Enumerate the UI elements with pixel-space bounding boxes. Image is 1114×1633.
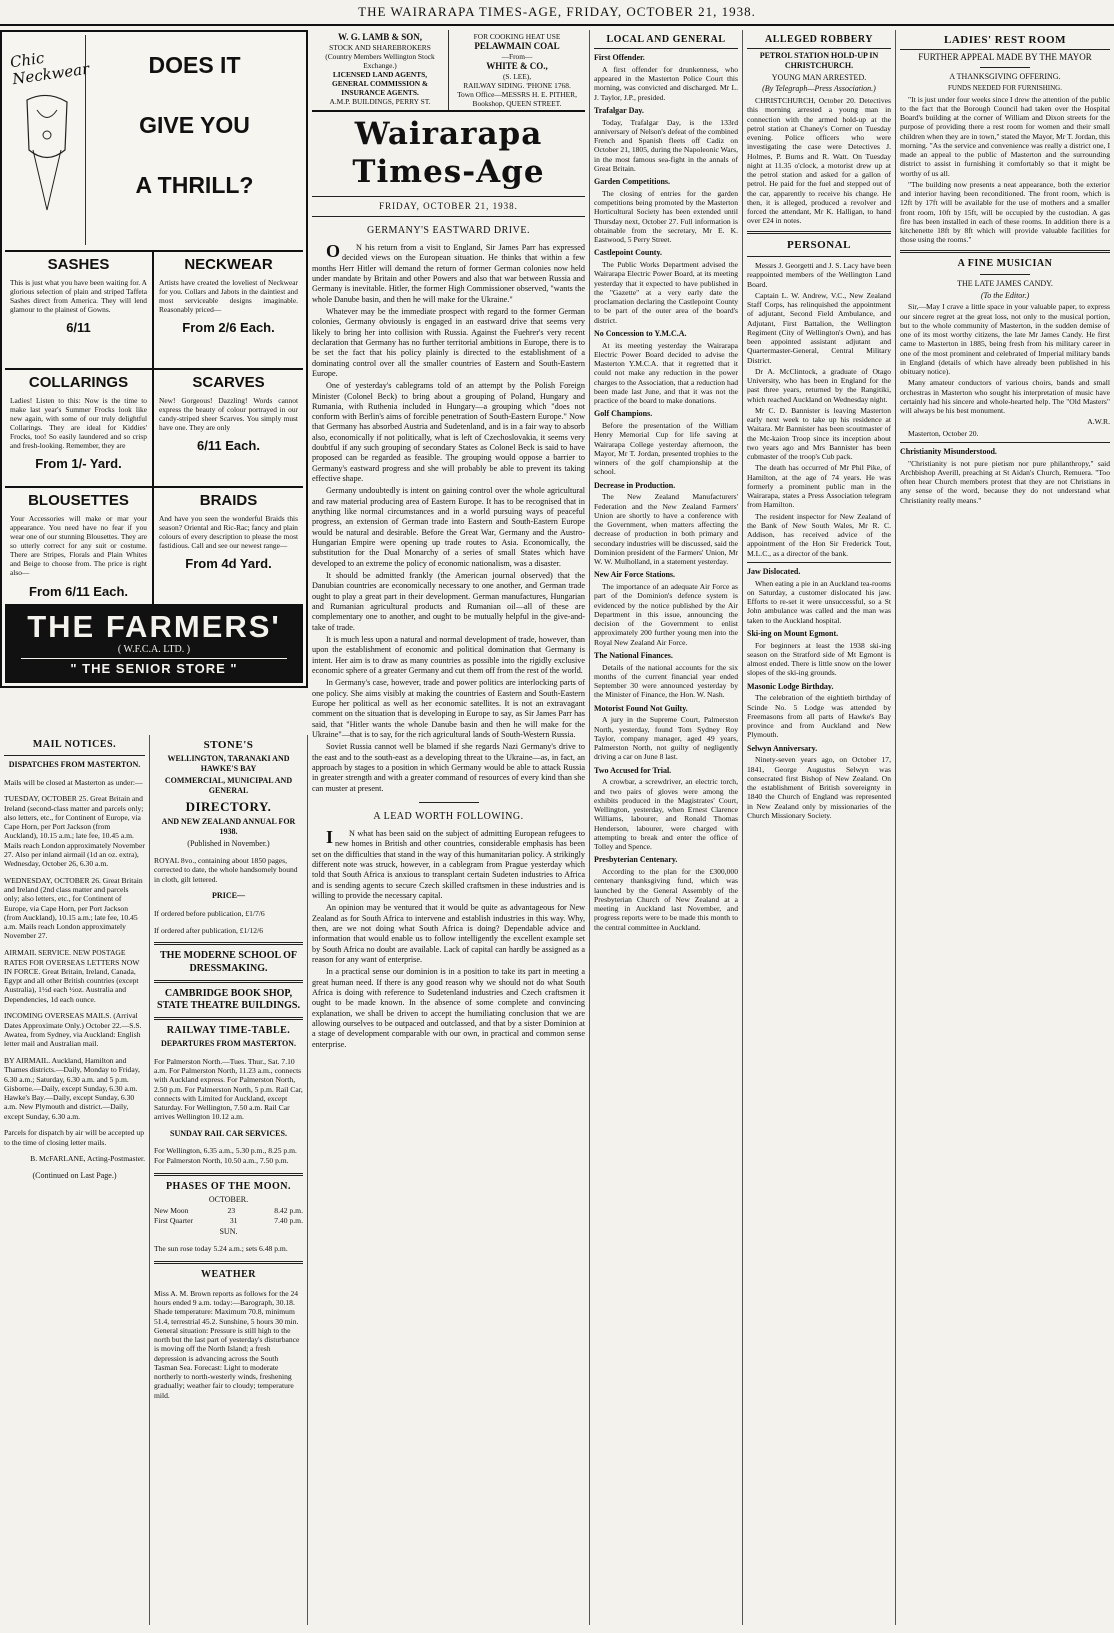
mail-paragraph: TUESDAY, OCTOBER 25. Great Britain and Ireland (second-class matter and parcels only; also letters, etc., for Continent of Europe, via Cape Horn, per Port Jackson (from Auckland), 10.15 a.m.; late fee, 10.45 a.m. Mails reach London approximately November 27. Also per inland airmail (1d an oz. extra), Wednesday, October 26, 6.30 a.m.	[4, 794, 145, 869]
mail-notices-column	[0, 735, 150, 1625]
stones-subtitle: COMMERCIAL, MUNICIPAL AND GENERAL	[164, 775, 293, 795]
editorial-paragraph: An opinion may be ventured that it would be quite as advantageous for New Zealand as for South Africa to intervene and establish industries in this way. Why, then, are we not doing what South Africa is doing? Dependable advice and information that would enable us to follow intelligently the excellent example set by South Africa no doubt are available. Lack of capital can hardly be assigned as a reason for any want of enterprise.	[312, 903, 585, 965]
railway-sunday-body: For Wellington, 6.35 a.m., 5.30 p.m., 8.25 p.m. For Palmerston North, 10.50 a.m., 7.50 p.m.	[154, 1146, 297, 1165]
coal-line: (S. LEE),	[502, 72, 532, 81]
stones-directory: DIRECTORY.	[185, 799, 272, 815]
news-item-heading: Castlepoint County.	[594, 248, 663, 258]
ad-cell-title: NECKWEAR	[184, 256, 273, 273]
editorial-paragraph: ON his return from a visit to England, Sir James Parr has expressed decided views on the European situation. He thinks that within a few months Herr Hitler will demand the return of former German colonies now held under mandate by Britain and other Powers and also that war between Russia and Germany is inevitable. Hitler, the former High Commissioner observed, "wants the whole Danube basin, and then he will make for the Ukraine."	[312, 240, 585, 304]
lamb-line: STOCK AND SHAREBROKERS	[329, 42, 431, 52]
news-item-heading: Ski-ing on Mount Egmont.	[747, 628, 839, 638]
news-item-text: Before the presentation of the William Henry Memorial Cup for life saving at Wairarapa College yesterday afternoon, the Mayor, Mr T. Jordan, presented trophies to the winners of the golf championship at the school.	[594, 421, 738, 477]
personal-paragraph: The death has occurred of Mr Phil Pike, of Hamilton, at the age of 74 years. He was formerly a prominent public man in the Wairarapa, states a Press Association telegram from Hamilton.	[747, 463, 891, 510]
musician-paragraph: Many amateur conductors of various choirs, bands and small orchestras in Masterton who sought his interpretation of music have certainly had his sincere and whole-hearted help. The "Old Masters" will always be his best monument.	[900, 378, 1110, 416]
directory-column	[150, 735, 308, 1625]
mail-paragraph: INCOMING OVERSEAS MAILS. (Arrival Dates Approximate Only.) October 22.—S.S. Awatea, from Sydney, via Auckland: English letter mail and Australian mail.	[4, 1011, 142, 1049]
news-item-heading: Jaw Dislocated.	[747, 566, 801, 576]
moon-time: 7.40 p.m.	[274, 1215, 303, 1225]
sun-line: The sun rose today 5.24 a.m.; sets 6.48 p.m.	[154, 1244, 288, 1254]
robbery-title: ALLEGED ROBBERY	[747, 34, 891, 49]
news-item-heading: Decrease in Production.	[594, 480, 676, 490]
musician-to-editor: (To the Editor.)	[980, 290, 1030, 300]
chic-neckwear-logo: Chic Neckwear	[8, 48, 91, 89]
sun-heading: SUN.	[219, 1226, 238, 1236]
railway-subtitle: DEPARTURES FROM MASTERTON.	[161, 1039, 296, 1049]
robbery-byline: (By Telegraph—Press Association.)	[762, 84, 876, 94]
news-item-text: According to the plan for the £300,000 centenary thanksgiving fund, which was launched by the General Assembly of the Presbyterian Church of New Zealand at a meeting in Auckland last November, and progress reports were to be made this month to the central committee in Auckland.	[594, 867, 738, 932]
mail-paragraph: BY AIRMAIL. Auckland, Hamilton and Thames districts.—Daily, Monday to Friday, 6.30 a.m.; Saturday, 6.30 a.m. and 5 p.m. Gisborne.—Daily, except Sunday, 6.30 a.m. Hawke's Bay.—Daily, except Sunday, 6.30 a.m. New Plymouth and district.—Daily, except Sunday, 6.30 a.m.	[4, 1056, 140, 1121]
moon-row	[154, 1216, 303, 1225]
news-item-text: A jury in the Supreme Court, Palmerston North, yesterday, found Tom Sydney Roy Taylor, company manager, aged 49 years, Palmerston North, not guilty of negligently driving a car on June 8 last.	[594, 715, 738, 762]
ad-cell-blousettes	[5, 488, 154, 606]
moon-label: New Moon	[154, 1206, 189, 1216]
ad-cell-title: COLLARINGS	[28, 374, 129, 391]
ad-product-grid	[5, 252, 303, 606]
robbery-subtitle: PETROL STATION HOLD-UP IN CHRISTCHURCH.	[759, 51, 879, 70]
news-item-heading: Presbyterian Centenary.	[594, 855, 678, 865]
news-item-heading: The National Finances.	[594, 650, 673, 660]
ad-cell-title: BLOUSETTES	[28, 492, 129, 509]
news-item-heading: Masonic Lodge Birthday.	[747, 681, 834, 691]
news-item-text: The celebration of the eightieth birthday of Scinde No. 5 Lodge was attended by Freemasons from all parts of Hawke's Bay province and from Auckland and New Plymouth.	[747, 693, 891, 740]
railway-title: RAILWAY TIME-TABLE.	[166, 1025, 291, 1037]
ad-headline-line1: DOES IT	[148, 52, 241, 78]
ad-cell-body: This is just what you have been waiting for. A glorious selection of plain and striped Taffeta Sashes direct from America. They will lend glamour to the plainest of Gowns.	[10, 278, 147, 315]
farmers-logo-banner	[5, 606, 303, 683]
lamb-line: (Country Members Wellington Stock Exchange.)	[325, 52, 435, 71]
ad-cell-body: Artists have created the loveliest of Neckwear for you. Collars and Jabots in the daintiest and most serviceable designs imaginable. Reasonably priced—	[159, 278, 298, 315]
top-ads	[312, 30, 585, 112]
news-item-text: The New Zealand Manufacturers' Federation and the New Zealand Farmers' Union are shortly to have a conference with the Government, when matters affecting the decrease of production in both primary and secondary industries will be discussed, said the Dominion president of the Farmers' Union, Mr W. W. Mulholland, in a statement yesterday.	[594, 492, 738, 567]
editorial-paragraph: One of yesterday's cablegrams told of an attempt by the Polish Foreign Minister (Colonel Beck) to bring about a grouping of Poland, Hungary and Rumania, with Ruthenia included in Hungary—a grouping which "does not conform with Berlin's aims of forcible penetration of South-Eastern Europe." Now that Germany has absorbed Austria and Sudetenland, and is in a fair way to absorb also, economically if not politically, what is left of Czechoslovakia, it seems very doubtful if any such grouping of secondary States as Colonel Beck is said to have proposed can be regarded as feasible. The grouping would oppose a barrier to Germany's eastward progress and she will probably be able to prevent its taking effective shape.	[312, 381, 585, 484]
weather-body: Miss A. M. Brown reports as follows for the 24 hours ended 9 a.m. today:—Barograph, 30.18. Shade temperature: Maximum 70.8, minimum 51.4, terrestrial 45.2. Sunshine, 5 hours 30 min. General situation: Pressure is still high to the north but the last part of yesterday's disturbance is moving off the North Island; a fresh depression is advancing across the South Tasman Sea. Forecast: Light to moderate northerly to north-westerly winds, freshening gradually; weather fair to cloudy; temperature mild.	[154, 1288, 300, 1400]
coal-merchant: WHITE & CO.,	[486, 61, 548, 72]
ladies-title: LADIES' REST ROOM	[900, 34, 1110, 50]
railway-body: For Palmerston North.—Tues. Thur., Sat. 7.10 a.m. For Palmerston North, 11.23 a.m., connects with Auckland express. For Palmerston North, 2.50 p.m. For Palmerston North, 5 p.m. Rail Car, connects with Limited for Auckland, except Saturday. For Wellington, 7.50 a.m. Rail Car arrives Wellington 10.12 a.m.	[154, 1056, 303, 1122]
robbery-subtitle: YOUNG MAN ARRESTED.	[771, 72, 867, 82]
coal-line: —From—	[501, 52, 533, 61]
news-item-text: At its meeting yesterday the Wairarapa Electric Power Board decided to advise the Masterton Y.M.C.A. that it regretted that it could not make any reduction in the power charges to the Association, that a reduction had been made last June, and that it was not the practice of the board to make donations.	[594, 340, 738, 406]
ad-cell-price: 6/11	[66, 320, 91, 336]
ad-cell-title: BRAIDS	[199, 492, 258, 509]
mail-paragraph: WEDNESDAY, OCTOBER 26. Great Britain and Ireland (2nd class matter and parcels only; also letters, etc., for Continent of Europe, via Cape Horn, per Port Jackson (from Auckland), 10.15 a.m.; late fee, 10.45 a.m. Mails reach London approximately November 27.	[4, 875, 143, 941]
newspaper-title: Wairarapa Times-Age	[352, 116, 545, 190]
ad-cell-scarves	[154, 370, 303, 488]
musician-paragraph: Sir,—May I crave a little space in your valuable paper, to express our sincere regret at the great loss, not only to the musical portion, but to the whole community of Masterton, in the sudden demise of one of its most worthy citizens, the late Mr James Candy. He first came to Masterton in 1885, being fresh from his military career in one of the most prominent and celebrated of Imperial military bands in England (details of which have already been published in his obituary notice).	[900, 302, 1110, 377]
lamb-advertisement	[312, 30, 449, 110]
ad-cell-body: New! Gorgeous! Dazzling! Words cannot express the beauty of colour portrayed in our candy-striped sheer Scarves. You simply must have one. They are only	[159, 396, 298, 433]
stones-subtitle: WELLINGTON, TARANAKI AND HAWKE'S BAY	[167, 754, 290, 774]
farmers-advertisement	[0, 30, 308, 690]
news-item-heading: Garden Competitions.	[594, 177, 670, 187]
coal-brand: PELAWMAIN COAL	[474, 41, 560, 52]
coal-line: FOR COOKING HEAT USE	[473, 32, 561, 41]
stones-title: STONE'S	[203, 739, 254, 751]
ad-headline-line3: A THRILL?	[135, 172, 254, 198]
ladies-subtitle: FURTHER APPEAL MADE BY THE MAYOR	[918, 52, 1092, 63]
news-item-heading: First Offender.	[594, 53, 645, 63]
news-item-text: A crowbar, a screwdriver, an electric torch, and two pairs of gloves were among the exhibits produced in the Magistrates' Court, Wellington, yesterday, when Ernest Clarence Williams, labourer, and Ronald Thomas Henderson, labourer, were charged with attempting to break and enter the office of Tolley and Spence.	[594, 777, 738, 852]
moderne-school: THE MODERNE SCHOOL OF DRESSMAKING.	[160, 950, 297, 974]
moon-title: PHASES OF THE MOON.	[165, 1180, 292, 1192]
moon-time: 8.42 p.m.	[274, 1206, 303, 1216]
local-general-title: LOCAL AND GENERAL	[594, 34, 738, 49]
stones-price: If ordered before publication, £1/7/6	[154, 908, 265, 918]
moon-month: OCTOBER.	[208, 1194, 249, 1204]
editorial-paragraph: Whatever may be the immediate prospect with regard to the former German colonies, Germany obviously is engaged in an eastward drive that seems very likely to bring her into collision with Russia. Against the Fuehrer's very recent declaration that Germany has no further territorial ambitions in Europe, there is to be set the fact that his policy plainly is directed to the establishment of a dominating control over all the smaller countries of Eastern and South-Eastern Europe.	[312, 306, 585, 378]
musician-date: Masterton, October 20.	[908, 428, 979, 438]
news-item-heading: Two Accused for Trial.	[594, 765, 672, 775]
ad-cell-title: SCARVES	[192, 374, 265, 391]
personal-paragraph: Messrs J. Georgetti and J. S. Lacy have been reappointed members of the Wellington Land Board.	[747, 261, 891, 289]
news-item-text: The importance of an adequate Air Force as part of the Dominion's defence system is evidenced by the notice published by the Air Department in this issue, announcing the decision of the Government to enlist approximately 200 further young men into the Royal New Zealand Air Force.	[594, 582, 738, 647]
moon-row	[154, 1206, 303, 1215]
news-item-heading: Trafalgar Day.	[594, 105, 644, 115]
robbery-body: CHRISTCHURCH, October 20. Detectives this morning arrested a young man in connection with the armed hold-up at the petrol station at Chaney's Corner on Tuesday evening. Police officers who were investigating the case were Detectives J. Holmes, P. Burns and R. Watt. On Tuesday night at 11.35 o'clock, a motorist drew up at the petrol station and asked for a gallon of petrol. He paid for the fuel and stepped out of the car, apparently to receive his change. He then, it is alleged, produced a revolver and forced the attendant, Mr K. Halligan, to hand over £24 in notes.	[747, 96, 891, 226]
moon-day: 31	[229, 1215, 238, 1225]
mail-paragraph: AIRMAIL SERVICE. NEW POSTAGE RATES FOR OVERSEAS LETTERS NOW IN FORCE. Great Britain, Ireland, Canada, Egypt and all other British countries (except Australia), 1½d each ½oz. Australia and Dependencies, 1d each ounce.	[4, 948, 140, 1004]
news-item-text: The closing of entries for the garden competitions being promoted by the Masterton Horticultural Society has been extended until Thursday next, October 27. Full information is obtainable from the secretary, Mr E. K. Eastwood, 5 Perry Street.	[594, 188, 738, 245]
lamb-line: LICENSED LAND AGENTS, GENERAL COMMISSION & INSURANCE AGENTS.	[331, 70, 429, 98]
ad-cell-body: And have you seen the wonderful Braids this season? Oriental and Ric-Rac; fancy and plain colours of every description to please the most fastidious. Call and see our newest range—	[159, 514, 298, 551]
local-general-column	[590, 30, 743, 1625]
musician-title: A FINE MUSICIAN	[957, 257, 1053, 269]
editorial-paragraph: In Germany's case, however, trade and power politics are interlocking parts of one policy. She aims visibly at making the countries of Eastern and South-Eastern Europe her political as well as her economic satellites. It is not an extravagant comment on the situation that is developing in Europe to say, as Sir James Parr has said, that "Hitler wants the whole Danube basin and then he will make for the Ukraine"—that is to say, for the rich agricultural lands of South-Western Russia.	[312, 678, 585, 739]
mail-signature: B. McFARLANE, Acting-Postmaster.	[30, 1154, 145, 1164]
news-item-heading: New Air Force Stations.	[594, 570, 676, 580]
weather-title: WEATHER	[201, 1269, 256, 1281]
mail-notices-title: MAIL NOTICES.	[32, 739, 117, 750]
news-item-text: When eating a pie in an Auckland tea-rooms on Saturday, a customer dislocated his jaw. Efforts to re-set it were unsuccessful, so a St John ambulance was called and the man was taken to the Auckland hospital.	[747, 578, 891, 625]
ad-cell-price: From 4d Yard.	[185, 556, 272, 572]
edition-date: FRIDAY, OCTOBER 21, 1938.	[379, 200, 518, 211]
news-item-text: Details of the national accounts for the six months of the current financial year ended September 30 were announced yesterday by the Minister of Finance, the Hon. W. Nash.	[594, 662, 738, 700]
ad-cell-price: From 2/6 Each.	[182, 320, 275, 336]
personal-paragraph: The resident inspector for New Zealand of the Bank of New South Wales, Mr R. C. Addison, has received advice of the appointment of the Hon Sir Frederick Tout, M.L.C., as a director of the bank.	[747, 511, 891, 558]
coal-advertisement	[449, 30, 585, 110]
masthead: THE WAIRARAPA TIMES-AGE, FRIDAY, OCTOBER 21, 1938.	[0, 0, 1114, 26]
editorial-paragraph: IN what has been said on the subject of admitting European refugees to new homes in British and other countries, considerable emphasis has been set on the difficulties that stand in the way of this humanitarian policy. A strikingly different note was struck, however, in a cablegram from Prague yesterday which told that South Africa is anxious to transplant certain Sudeten industries to Africa and is sending agents to secure Czech skilled craftsmen in these industries and is willing to provide the necessary capital.	[312, 827, 585, 901]
ladies-rest-room-column	[896, 30, 1114, 1625]
coal-line: Town Office—MESSRS H. E. PITHER, Bookshop, QUEEN STREET.	[457, 90, 577, 109]
personal-column	[743, 30, 896, 1625]
chic-neckwear-illustration	[5, 35, 91, 245]
ad-cell-neckwear	[154, 252, 303, 370]
editorial-paragraph: Soviet Russia cannot well be blamed if she regards Nazi Germany's drive to the east and to the south-east as a developing threat to the Ukraine—as, in fact, an approach by stages to a position in which Germany would be able to attack Russia in greater strength and with a greater command of resources of every kind than she can muster at present.	[312, 742, 585, 793]
cambridge-book-shop: CAMBRIDGE BOOK SHOP, STATE THEATRE BUILDINGS.	[157, 987, 300, 1012]
ad-cell-price: From 1/- Yard.	[35, 456, 122, 472]
stones-price-heading: PRICE—	[212, 891, 245, 901]
news-item-text: For beginners at least the 1938 ski-ing season on the Stratford side of Mt Egmont is almost ended. There is little snow on the lower slopes of the ski-ing grounds.	[747, 640, 891, 678]
mail-continued: (Continued on Last Page.)	[32, 1171, 117, 1181]
ad-cell-collarings	[5, 370, 154, 488]
ladies-paragraph: "The building now presents a neat appearance, both the exterior and interior having been reconditioned. The front room, which is 12ft by 17ft will be available for the use of mothers and a smaller front room, 10ft by 15ft, will be occupied by the custodian. A gas fire has been installed in each of these rooms. In addition there is a kitchenette 18ft by 8ft which will provide valuable facilities for those using the rooms."	[900, 179, 1110, 245]
ad-cell-braids	[154, 488, 303, 606]
farmers-logo: THE FARMERS'	[27, 609, 281, 644]
lamb-line: A.M.P. BUILDINGS, PERRY ST.	[329, 97, 431, 107]
mail-paragraph: Parcels for dispatch by air will be accepted up to the time of closing letter mails.	[4, 1128, 145, 1147]
personal-paragraph: Dr A. McClintock, a graduate of Otago University, who has been in England for the past three years, returned by the Rangitiki, which reached Auckland on Wednesday night.	[747, 366, 891, 404]
ad-cell-price: 6/11 Each.	[197, 438, 260, 454]
news-item-text: Today, Trafalgar Day, is the 133rd anniversary of Nelson's defeat of the combined French and Spanish fleets off Cadiz on October 21, 1805, during the Napoleonic Wars, in the most famous sea-fight in the annals of Great Britain.	[594, 117, 738, 173]
ad-cell-sashes	[5, 252, 154, 370]
lamb-name: W. G. LAMB & SON,	[338, 32, 422, 42]
editorial-paragraph: In a practical sense our dominion is in a position to take its part in meeting a great human need. If there is any good reason why we should not do what South Africa is doing with reference to Sudetenland industries and Czech craftsmen it ought to be made known. In the absence of some complete and convincing explanation, we shall be driven to accept the humiliating conclusion that we are allowing ourselves to be outpaced and outclassed, and that by a sister Dominion at a stage of development comparable with our own, in practical and common sense enterprise.	[312, 967, 585, 1049]
coal-line: RAILWAY SIDING. 'PHONE 1768.	[463, 81, 571, 91]
news-item-text: "Christianity is not pure pietism nor pure philanthropy," said Archbishop Averill, preaching at St Aidan's Church, Remuera. "Too often hear Church members protest that they are not Christians in any sense of the word, because they do not understand what Christianity really means."	[900, 458, 1110, 505]
railway-sunday-title: SUNDAY RAIL CAR SERVICES.	[170, 1129, 287, 1139]
ad-cell-title: SASHES	[47, 256, 110, 273]
ad-cell-price: From 6/11 Each.	[29, 583, 128, 599]
editorial-paragraph: Germany undoubtedly is intent on gaining control over the whole agricultural and raw material producing area of Eastern Europe. It has to be recognised that in anything like normal circumstances and in a world pursuing ways of peaceful progress, an extension of German trade into Eastern and South-Eastern Europe would be natural and desirable. Before the Great War, Germany and the Austro-Hungarian Empire were opening up trade routes to Asia. Economically, the substitution for the Dual Monarchy of a series of small States which have developed to an extreme the policy of economic nationalism, was a disaster.	[312, 486, 585, 568]
editorial-column	[308, 30, 590, 1625]
ladies-subtitle: A THANKSGIVING OFFERING.	[949, 72, 1061, 82]
news-item-text: Ninety-seven years ago, on October 17, 1841, George Augustus Selwyn was consecrated first Bishop of New Zealand. On the establishment of British sovereignty in 1840 the Church of England was represented in New Zealand only by missionaries of the Church Missionary Society.	[747, 755, 891, 820]
stones-body: ROYAL 8vo., containing about 1850 pages, corrected to date, the whole handsomely bound in cloth, gilt lettered.	[154, 856, 298, 884]
musician-signature: A.W.R.	[1087, 417, 1110, 427]
stones-published: (Published in November.)	[187, 838, 270, 848]
mail-notices-subtitle: DISPATCHES FROM MASTERTON.	[8, 760, 141, 770]
editorial-paragraph: It is much less upon a natural and normal development of trade, however, than upon the establishment of economic and political domination that Germany is intent. Her aim is to draw as many countries as possible into the rigidly exclusive economic sphere of a greater Germany and cut them off from the rest of the world.	[312, 635, 585, 676]
moon-day: 23	[227, 1206, 236, 1216]
editorial-paragraph: It should be admitted frankly (the American journal observed) that the Danubian countries are economically necessary to one another, and German trade ought to play a great part in their development. German manufactures, Hungarian and Rumanian agricultural products and Rumanian oil—all of these are complementary one to another, and ought to be mutually helpful in the give-and-take of trade.	[312, 571, 585, 632]
news-item-heading: Christianity Misunderstood.	[900, 446, 997, 456]
farmers-tagline: " THE SENIOR STORE "	[21, 658, 287, 677]
moon-label: First Quarter	[154, 1215, 194, 1225]
farmers-ltd: ( W.F.C.A. LTD. )	[117, 644, 191, 655]
personal-paragraph: Mr C. D. Bannister is leaving Masterton early next week to take up his residence at Waitara. Mr Bannister has been scoutmaster of the Mc-kaion Troop since its inception about two years ago and Mrs Bannister has been cubmaster of the troop's Cub pack.	[747, 405, 891, 462]
news-item-text: The Public Works Department advised the Wairarapa Electric Power Board, at its meeting yesterday that it expected to have published in the "Gazette" at a very early date the proclamation declaring the Castlepoint County to be part of the outer area of the board's district.	[594, 260, 738, 325]
personal-paragraph: Captain L. W. Andrew, V.C., New Zealand Staff Corps, has relinquished the appointment of adjutant, Second Field Ambulance, and Adjutant, First Battalion, the Wellington Regiment (City of Wellington's Own), and has been appointed assistant adjutant and Quartermaster-General, Central Military District.	[747, 290, 891, 365]
neckwear-drawing-icon	[7, 90, 85, 240]
ad-cell-body: Ladies! Listen to this: Now is the time to make last year's Summer Frocks look like new again, with some of our truly delightful Collarings. They are ideal for Kiddies' Frocks, too! So easily laundered and so crisp and fresh-looking. Remember, they are	[10, 396, 147, 451]
editorial-headline: A LEAD WORTH FOLLOWING.	[373, 810, 524, 822]
news-item-heading: Golf Champions.	[594, 409, 653, 419]
mail-intro: Mails will be closed at Masterton as under:—	[4, 777, 143, 787]
ladies-subtitle: FUNDS NEEDED FOR FURNISHING.	[948, 84, 1062, 93]
editorial-headline: GERMANY'S EASTWARD DRIVE.	[367, 224, 530, 236]
news-item-heading: Motorist Found Not Guilty.	[594, 703, 688, 713]
musician-subtitle: THE LATE JAMES CANDY.	[957, 278, 1053, 288]
news-item-heading: No Concession to Y.M.C.A.	[594, 328, 687, 338]
ad-cell-body: Your Accessories will make or mar your appearance. You need have no fear if you wear one of our stunning Blousettes. They are so utterly correct for any suit or costume. There are Stripes, Florals and Plain Whites and Beige to choose from. The price is right also—	[10, 514, 147, 578]
stones-annual: AND NEW ZEALAND ANNUAL FOR 1938.	[161, 817, 296, 837]
stones-price: If ordered after publication, £1/12/6	[154, 925, 264, 935]
ladies-paragraph: "It is just under four weeks since I drew the attention of the public to the fact that the Borough Council had taken over the Hospital Board's building at the corner of William and Dixon streets for the purpose of providing there a rest room for women and their small children when they are in town," stated the Mayor, Mr T. Jordan, this morning. "As the service and convenience was really a district one, I made an appeal to the public of Masterton and the surrounding district to assist in furnishing it comfortably so that it might be worthy of us all.	[900, 94, 1110, 178]
news-item-heading: Selwyn Anniversary.	[747, 743, 818, 753]
ad-headline-line2: GIVE YOU	[139, 112, 250, 138]
personal-title: PERSONAL	[787, 238, 851, 251]
news-item-text: A first offender for drunkenness, who appeared in the Masterton Police Court this morning, was convicted and discharged. Mr L. J. Taylor, J.P., presided.	[594, 64, 738, 102]
